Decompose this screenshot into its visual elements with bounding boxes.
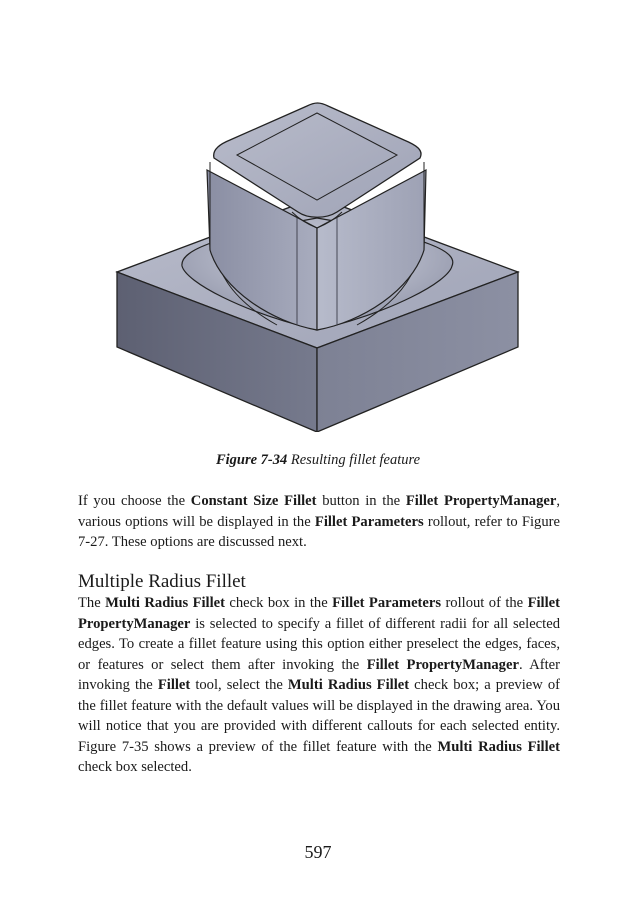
bold-run: Constant Size Fillet (190, 493, 317, 509)
bold-run: Fillet (157, 677, 191, 693)
text-run: rollout of the (441, 595, 528, 611)
text-run: . After invoking the (78, 656, 560, 693)
page-number: 597 (304, 842, 332, 862)
paragraph-multi-radius-fillet (78, 593, 560, 778)
text-run: button in the (316, 493, 406, 509)
fillet-model-icon (112, 100, 526, 432)
bold-run: Multi Radius Fillet (287, 677, 410, 693)
bold-run: Fillet Parameters (332, 595, 442, 611)
text-run: check box selected. (78, 759, 192, 775)
bold-run: Multi Radius Fillet (105, 595, 225, 611)
text-run: tool, select the (190, 677, 288, 693)
text-run: check box in the (224, 595, 333, 611)
figure-title: Resulting fillet feature (290, 452, 421, 468)
bold-run: Fillet PropertyManager (405, 493, 557, 509)
text-run: If you choose the (78, 493, 191, 509)
text-run: rollout, refer to Figure 7-27. These options are discussed next. (78, 513, 560, 550)
text-run: is selected to specify a fillet of different radii for all selected edges. To create a fillet feature using this option either preselect the edges, faces, or features or select them after invoking the (78, 615, 560, 673)
bold-run: Fillet PropertyManager (366, 656, 519, 673)
figure-label: Figure 7-34 (215, 452, 288, 468)
text-run: check box; a preview of the fillet feature with the default values will be displayed in the drawing area. You will notice that you are provided with different callouts for each selected entity. Figure 7-35 shows a preview of the fillet feature with the (78, 677, 561, 755)
paragraph-constant-size-fillet (78, 491, 560, 553)
bold-run: Multi Radius Fillet (437, 738, 561, 755)
fillet-model-figure (112, 100, 526, 432)
bold-run: Fillet PropertyManager (78, 595, 560, 632)
text-run: The (78, 595, 106, 611)
section-heading: Multiple Radius Fillet (78, 571, 246, 592)
bold-run: Fillet Parameters (314, 513, 424, 530)
figure-caption (0, 452, 636, 469)
text-run: , various options will be displayed in the (78, 493, 561, 530)
